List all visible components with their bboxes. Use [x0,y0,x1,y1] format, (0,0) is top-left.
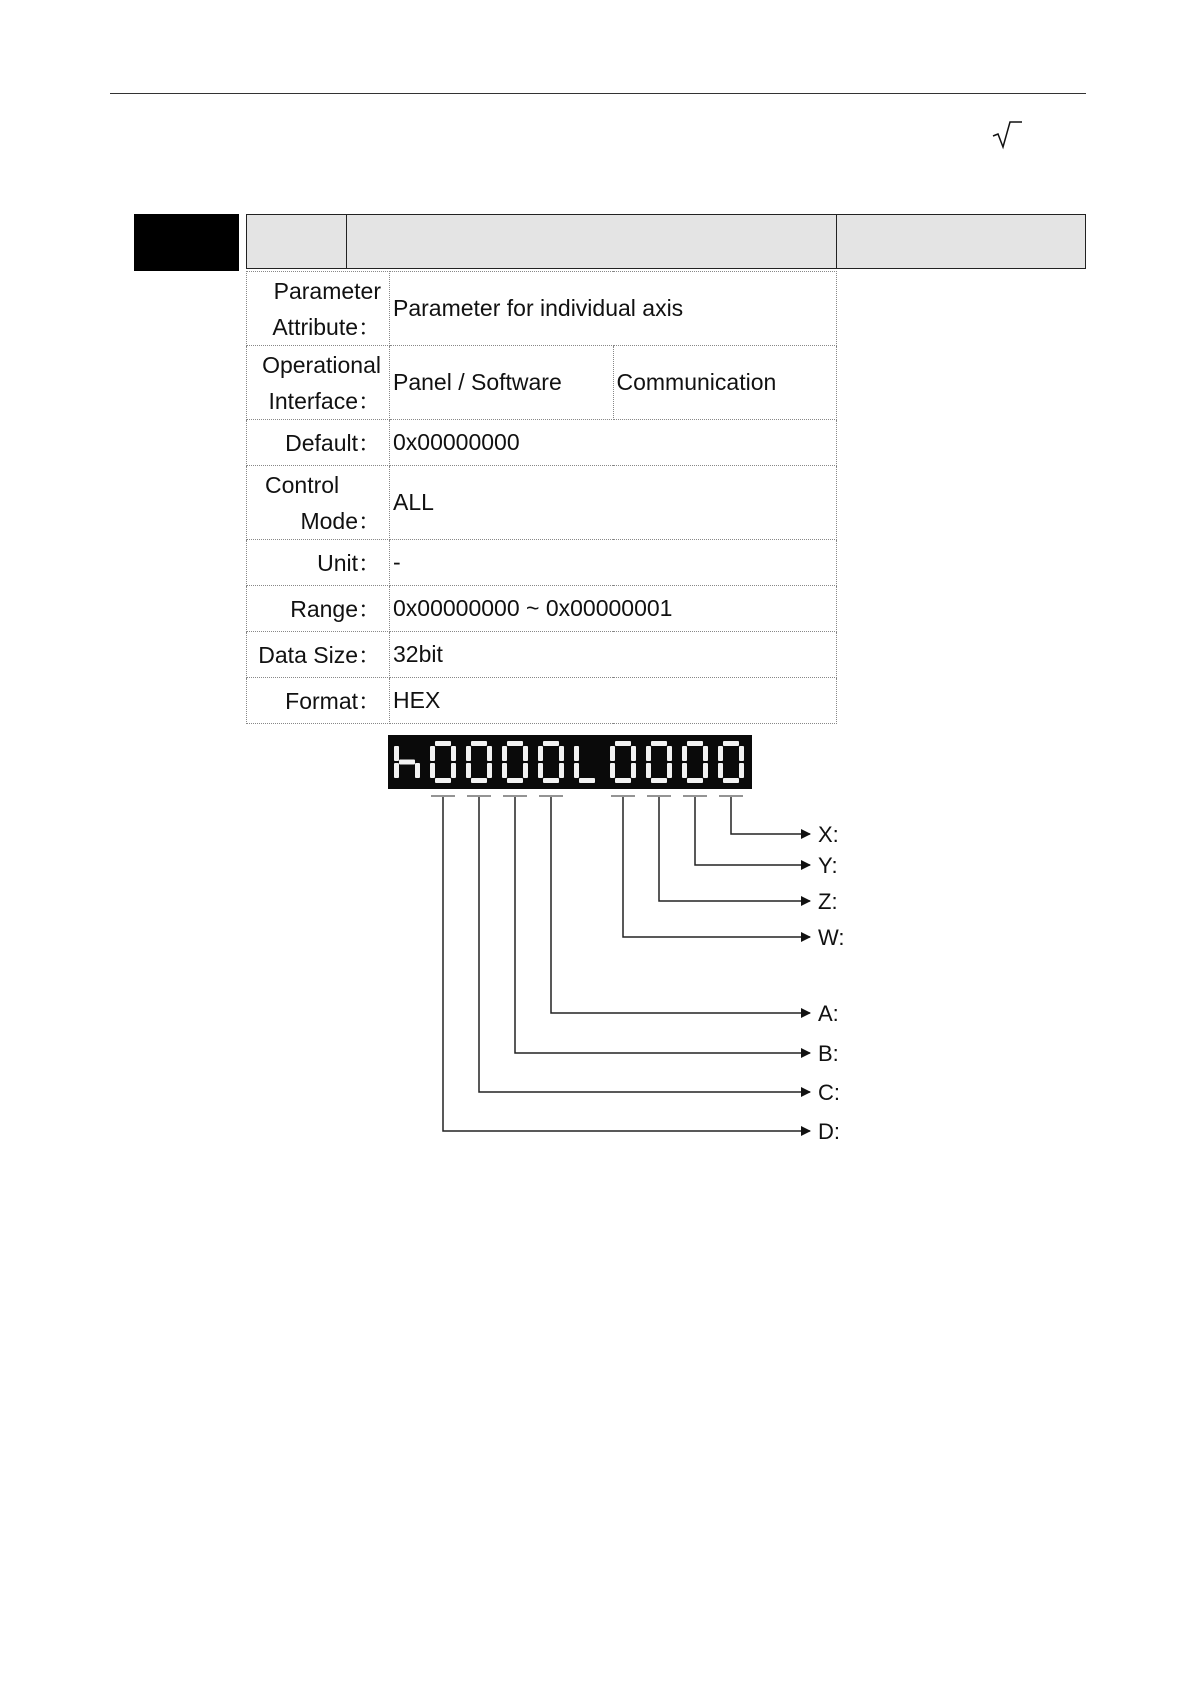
segment-e [610,763,615,778]
segment-d [543,778,559,783]
segment-b [631,746,636,761]
segment-e [466,763,471,778]
digit-label: D: [818,1119,840,1144]
table-row [247,466,837,540]
connector-line [479,797,810,1092]
segment-f [538,746,543,761]
segment-a [615,741,631,746]
control-mode-label: Control Mode： [247,466,390,540]
segment-a [723,741,739,746]
segment-e [394,763,399,778]
segment-b [703,746,708,761]
segment-b [739,746,744,761]
attribute-label: Parameter Attribute： [247,272,390,346]
segment-d [435,778,451,783]
segment-e [574,763,579,778]
segment-a [543,741,559,746]
digit-label: W: [818,925,845,950]
parameter-header [246,214,1086,269]
connector-line [443,797,810,1131]
segment-a [651,741,667,746]
segment-b [487,746,492,761]
data-size-value: 32bit [390,632,837,678]
parameter-code-cell [247,215,347,268]
display-char-5 [574,746,595,783]
table-row [247,586,837,632]
segment-c [451,763,456,778]
segment-f [682,746,687,761]
segment-c [631,763,636,778]
seven-segment-digits [394,741,744,783]
section-tab [134,214,239,271]
connector-line [623,797,810,937]
default-value: 0x00000000 [390,420,837,466]
segment-d [615,778,631,783]
segment-d [507,778,523,783]
table-row [247,346,837,420]
segment-c [667,763,672,778]
unit-value: - [390,540,837,586]
digit-label: X: [818,822,839,847]
format-value: HEX [390,678,837,724]
top-rule [110,93,1086,94]
segment-e [430,763,435,778]
display-char-6 [610,741,636,783]
parameter-address-cell [837,215,1085,268]
display-char-0 [394,746,420,778]
segment-d [651,778,667,783]
connector-line [731,797,810,834]
digit-label: A: [818,1001,839,1026]
interface-panel-value: Panel / Software [390,346,614,420]
attribute-value: Parameter for individual axis [390,272,837,346]
segment-c [523,763,528,778]
segment-e [538,763,543,778]
default-label: Default： [247,420,390,466]
table-row [247,272,837,346]
checkmark-icon [990,120,1030,150]
digit-connectors [443,797,810,1131]
segment-d [471,778,487,783]
segment-c [739,763,744,778]
segment-a [471,741,487,746]
digit-labels [818,822,844,1144]
data-size-label: Data Size： [247,632,390,678]
segment-b [667,746,672,761]
unit-label: Unit： [247,540,390,586]
interface-label: Operational Interface： [247,346,390,420]
segment-c [559,763,564,778]
segment-e [682,763,687,778]
segment-f [718,746,723,761]
segment-f [394,746,399,761]
segment-f [574,746,579,761]
range-value: 0x00000000 ~ 0x00000001 [390,586,837,632]
connector-line [515,797,810,1053]
connector-line [695,797,810,865]
segment-e [718,763,723,778]
segment-b [559,746,564,761]
table-row [247,678,837,724]
digit-label: B: [818,1041,839,1066]
segment-c [487,763,492,778]
segment-b [523,746,528,761]
parameter-table [246,271,837,724]
parameter-name-cell [347,215,837,268]
segment-d [687,778,703,783]
format-label: Format： [247,678,390,724]
display-char-3 [502,741,528,783]
segment-a [507,741,523,746]
segment-c [703,763,708,778]
display-char-8 [682,741,708,783]
table-row [247,420,837,466]
control-mode-value: ALL [390,466,837,540]
digit-label: C: [818,1080,840,1105]
digit-label: Y: [818,853,838,878]
display-char-9 [718,741,744,783]
segment-f [610,746,615,761]
segment-f [646,746,651,761]
segment-b [451,746,456,761]
segment-d [579,778,595,783]
connector-line [659,797,810,901]
table-row [247,632,837,678]
interface-communication-value: Communication [613,346,837,420]
segment-f [502,746,507,761]
connector-line [551,797,810,1013]
digit-label: Z: [818,889,838,914]
segment-e [646,763,651,778]
display-char-7 [646,741,672,783]
segment-c [415,763,420,778]
display-char-4 [538,741,564,783]
range-label: Range： [247,586,390,632]
segment-g [399,760,415,765]
seven-segment-display [388,735,752,789]
segment-e [502,763,507,778]
display-char-2 [466,741,492,783]
segment-a [687,741,703,746]
segment-a [435,741,451,746]
table-row [247,540,837,586]
segment-f [430,746,435,761]
segment-d [723,778,739,783]
display-char-1 [430,741,456,783]
segment-f [466,746,471,761]
